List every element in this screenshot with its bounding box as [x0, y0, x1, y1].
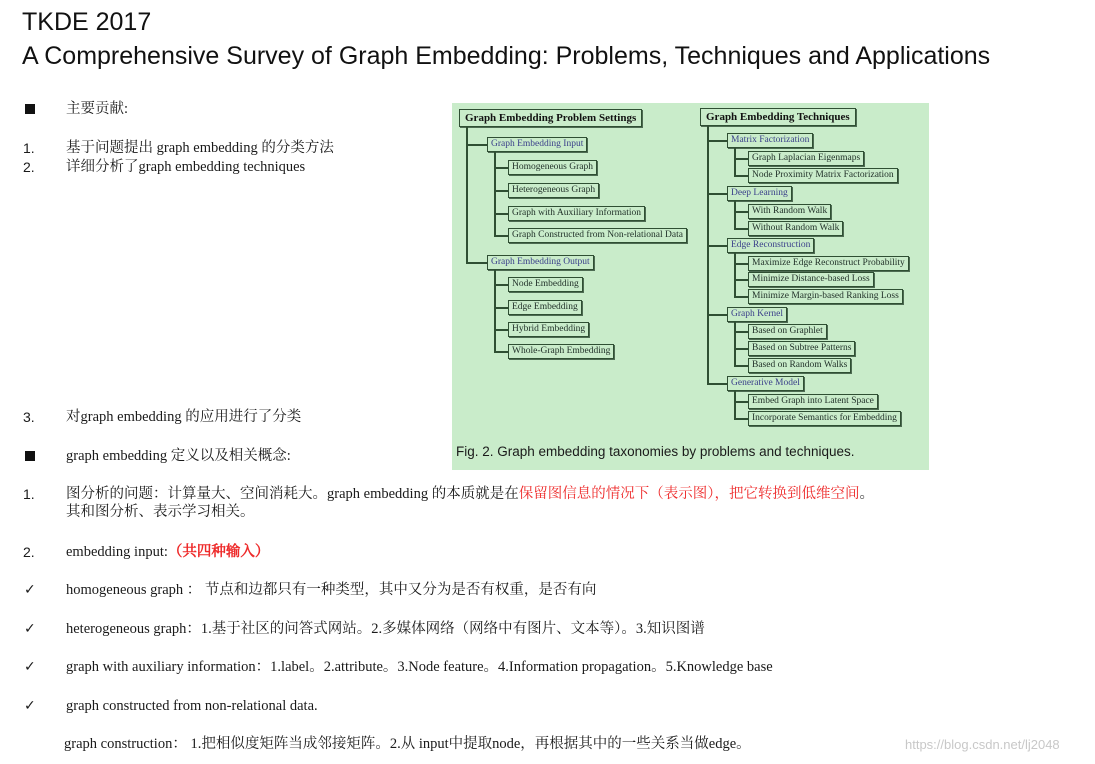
- definition-item-1-prefix: 图分析的问题：计算量大、空间消耗大。graph embedding 的本质就是在: [66, 486, 519, 502]
- tree-connector: [734, 322, 736, 365]
- tree-connector: [466, 127, 468, 262]
- checkmark-icon: ✓: [24, 659, 36, 675]
- techniques-root: Graph Embedding Techniques: [700, 108, 856, 126]
- definition-item-2-line: [66, 543, 269, 561]
- technique-category: Edge Reconstruction: [727, 238, 814, 253]
- input-leaf: Heterogeneous Graph: [508, 183, 599, 198]
- tree-connector: [707, 126, 709, 383]
- tree-connector: [734, 391, 736, 418]
- definition-item-1-line-1: [66, 485, 874, 503]
- tree-connector: [734, 148, 736, 175]
- checkmark-icon: ✓: [24, 621, 36, 637]
- technique-category: Generative Model: [727, 376, 804, 391]
- technique-leaf: Graph Laplacian Eigenmaps: [748, 151, 864, 166]
- tree-connector: [734, 331, 748, 333]
- tree-connector: [494, 235, 508, 237]
- tree-connector: [734, 401, 748, 403]
- definition-item-1-highlight: 保留图信息的情况下（表示图），把它转换到低维空间: [518, 486, 860, 502]
- tree-connector: [734, 253, 736, 296]
- figure-caption: Fig. 2. Graph embedding taxonomies by problems and techniques.: [456, 444, 855, 459]
- tree-connector: [707, 193, 727, 195]
- technique-leaf: Based on Random Walks: [748, 358, 851, 373]
- checkmark-icon: ✓: [24, 582, 36, 598]
- output-category: Graph Embedding Output: [487, 255, 594, 270]
- tree-connector: [734, 365, 748, 367]
- technique-leaf: Minimize Margin-based Ranking Loss: [748, 289, 903, 304]
- input-leaf: Graph Constructed from Non-relational Data: [508, 228, 687, 243]
- tree-connector: [734, 228, 748, 230]
- output-leaf: Whole-Graph Embedding: [508, 344, 614, 359]
- tree-connector: [734, 418, 748, 420]
- technique-category: Deep Learning: [727, 186, 792, 201]
- check-item-text: graph with auxiliary information：1.label。2.attribute。3.Node feature。4.Information propagation。5.Knowledge base: [66, 659, 773, 675]
- contribution-text: 对graph embedding 的应用进行了分类: [66, 409, 302, 425]
- list-number: 1.: [23, 140, 35, 156]
- tree-connector: [707, 140, 727, 142]
- contribution-text: 详细分析了graph embedding techniques: [66, 159, 306, 175]
- tree-connector: [466, 262, 487, 264]
- tree-connector: [494, 284, 508, 286]
- input-leaf: Homogeneous Graph: [508, 160, 597, 175]
- tree-connector: [734, 296, 748, 298]
- tree-connector: [494, 270, 496, 351]
- definition-item-2-prefix: embedding input:: [66, 544, 168, 560]
- tree-connector: [707, 383, 727, 385]
- check-item-text: graph constructed from non-relational data.: [66, 698, 318, 714]
- tree-connector: [734, 348, 748, 350]
- venue-title: TKDE 2017: [22, 8, 152, 36]
- tree-connector: [707, 314, 727, 316]
- contributions-heading: 主要贡献:: [66, 101, 129, 117]
- tree-connector: [494, 152, 496, 235]
- paper-title: A Comprehensive Survey of Graph Embedding: Problems, Techniques and Applications: [22, 42, 991, 70]
- taxonomy-figure: [452, 103, 929, 470]
- check-item-text: homogeneous graph ： 节点和边都只有一种类型，其中又分为是否有权重，是否有向: [66, 582, 597, 598]
- technique-leaf: With Random Walk: [748, 204, 831, 219]
- technique-category: Graph Kernel: [727, 307, 787, 322]
- technique-leaf: Minimize Distance-based Loss: [748, 272, 874, 287]
- technique-category: Matrix Factorization: [727, 133, 813, 148]
- tree-connector: [734, 279, 748, 281]
- tree-connector: [494, 329, 508, 331]
- tree-connector: [466, 144, 487, 146]
- output-leaf: Edge Embedding: [508, 300, 582, 315]
- definition-heading: graph embedding 定义以及相关概念:: [66, 448, 291, 464]
- list-number: 1.: [23, 486, 35, 502]
- technique-leaf: Without Random Walk: [748, 221, 843, 236]
- square-bullet-icon: [25, 451, 35, 461]
- tree-connector: [734, 211, 748, 213]
- technique-leaf: Node Proximity Matrix Factorization: [748, 168, 898, 183]
- definition-item-2-highlight: （共四种输入）: [167, 544, 270, 560]
- tree-connector: [494, 190, 508, 192]
- output-leaf: Hybrid Embedding: [508, 322, 589, 337]
- tree-connector: [494, 351, 508, 353]
- check-item-text: heterogeneous graph：1.基于社区的问答式网站。2.多媒体网络（网络中有图片、文本等）。3.知识图谱: [66, 621, 705, 637]
- tree-connector: [707, 245, 727, 247]
- output-leaf: Node Embedding: [508, 277, 583, 292]
- list-number: 2.: [23, 159, 35, 175]
- checkmark-icon: ✓: [24, 698, 36, 714]
- tree-connector: [494, 167, 508, 169]
- technique-leaf: Based on Subtree Patterns: [748, 341, 855, 356]
- graph-construction-text: graph construction： 1.把相似度矩阵当成邻接矩阵。2.从 input中提取node，再根据其中的一些关系当做edge。: [64, 736, 751, 752]
- definition-item-1-line-2: 其和图分析、表示学习相关。: [66, 504, 255, 520]
- technique-leaf: Incorporate Semantics for Embedding: [748, 411, 901, 426]
- tree-connector: [734, 175, 748, 177]
- contribution-text: 基于问题提出 graph embedding 的分类方法: [66, 140, 334, 156]
- square-bullet-icon: [25, 104, 35, 114]
- tree-connector: [734, 263, 748, 265]
- watermark: https://blog.csdn.net/lj2048: [905, 737, 1060, 752]
- tree-connector: [734, 158, 748, 160]
- definition-item-1-suffix: 。: [859, 486, 874, 502]
- list-number: 3.: [23, 409, 35, 425]
- problem-settings-root: Graph Embedding Problem Settings: [459, 109, 642, 127]
- tree-connector: [494, 307, 508, 309]
- input-category: Graph Embedding Input: [487, 137, 587, 152]
- list-number: 2.: [23, 544, 35, 560]
- tree-connector: [494, 213, 508, 215]
- input-leaf: Graph with Auxiliary Information: [508, 206, 645, 221]
- technique-leaf: Embed Graph into Latent Space: [748, 394, 878, 409]
- technique-leaf: Maximize Edge Reconstruct Probability: [748, 256, 909, 271]
- tree-connector: [734, 201, 736, 228]
- technique-leaf: Based on Graphlet: [748, 324, 827, 339]
